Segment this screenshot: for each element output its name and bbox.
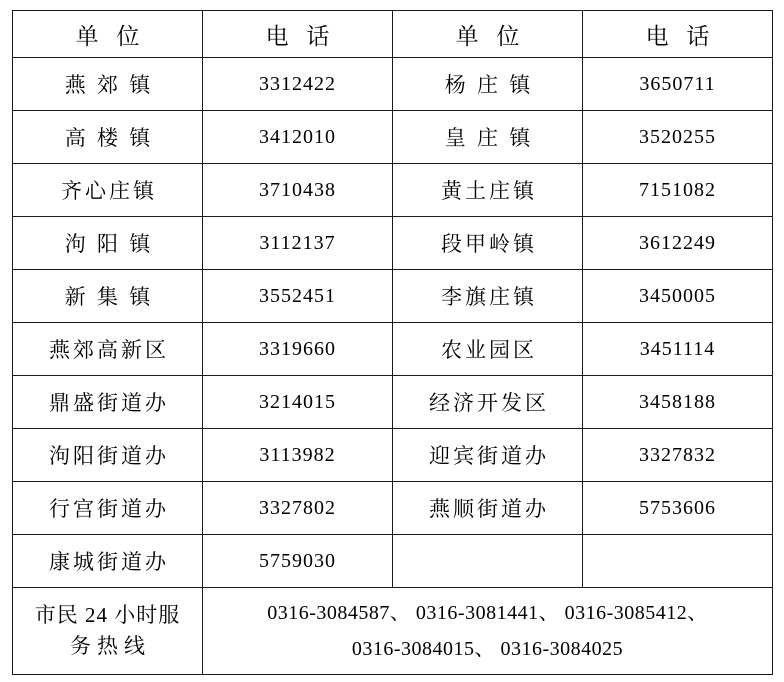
phone-number: 5759030 <box>203 535 393 588</box>
table-row <box>13 482 773 535</box>
phone-number: 3327802 <box>203 482 393 535</box>
phone-number: 3327832 <box>583 429 773 482</box>
phone-number: 3214015 <box>203 376 393 429</box>
phone-number: 3112137 <box>203 217 393 270</box>
column-header-unit-2: 单 位 <box>393 11 583 58</box>
unit-name: 黄土庄镇 <box>393 164 583 217</box>
hotline-numbers <box>203 588 773 675</box>
phone-number: 3113982 <box>203 429 393 482</box>
unit-name: 泃 阳 镇 <box>13 217 203 270</box>
hotline-numbers-line1: 0316-3084587、 0316-3081441、 0316-3085412、 <box>267 602 708 624</box>
phone-number: 3612249 <box>583 217 773 270</box>
empty-cell <box>393 535 583 588</box>
unit-name: 新 集 镇 <box>13 270 203 323</box>
table-row <box>13 164 773 217</box>
phone-number: 3319660 <box>203 323 393 376</box>
table-row <box>13 58 773 111</box>
unit-name: 高 楼 镇 <box>13 111 203 164</box>
table-row <box>13 323 773 376</box>
column-header-tel-2: 电 话 <box>583 11 773 58</box>
column-header-unit-1: 单 位 <box>13 11 203 58</box>
column-header-tel-1: 电 话 <box>203 11 393 58</box>
unit-name: 康城街道办 <box>13 535 203 588</box>
hotline-row <box>13 588 773 675</box>
phone-directory-table <box>12 10 773 675</box>
unit-name: 行宫街道办 <box>13 482 203 535</box>
unit-name: 燕 郊 镇 <box>13 58 203 111</box>
hotline-label-line1: 市民 24 小时服 <box>34 602 181 627</box>
unit-name: 燕顺街道办 <box>393 482 583 535</box>
hotline-numbers-line2: 0316-3084015、 0316-3084025 <box>351 638 624 660</box>
phone-number: 3312422 <box>203 58 393 111</box>
phone-number: 3552451 <box>203 270 393 323</box>
phone-number: 3520255 <box>583 111 773 164</box>
unit-name: 杨 庄 镇 <box>393 58 583 111</box>
hotline-label-line2: 务热线 <box>70 634 151 658</box>
hotline-label <box>13 588 203 675</box>
table-row <box>13 376 773 429</box>
phone-number: 3451114 <box>583 323 773 376</box>
empty-cell <box>583 535 773 588</box>
unit-name: 段甲岭镇 <box>393 217 583 270</box>
phone-number: 3650711 <box>583 58 773 111</box>
unit-name: 燕郊高新区 <box>13 323 203 376</box>
table-row <box>13 111 773 164</box>
table-row <box>13 429 773 482</box>
table-header-row <box>13 11 773 58</box>
unit-name: 泃阳街道办 <box>13 429 203 482</box>
phone-number: 3450005 <box>583 270 773 323</box>
unit-name: 迎宾街道办 <box>393 429 583 482</box>
table-row <box>13 270 773 323</box>
table-row <box>13 535 773 588</box>
table-row <box>13 217 773 270</box>
unit-name: 齐心庄镇 <box>13 164 203 217</box>
unit-name: 农业园区 <box>393 323 583 376</box>
phone-number: 3458188 <box>583 376 773 429</box>
phone-number: 5753606 <box>583 482 773 535</box>
phone-number: 7151082 <box>583 164 773 217</box>
unit-name: 李旗庄镇 <box>393 270 583 323</box>
phone-number: 3412010 <box>203 111 393 164</box>
unit-name: 经济开发区 <box>393 376 583 429</box>
unit-name: 皇 庄 镇 <box>393 111 583 164</box>
phone-number: 3710438 <box>203 164 393 217</box>
unit-name: 鼎盛街道办 <box>13 376 203 429</box>
